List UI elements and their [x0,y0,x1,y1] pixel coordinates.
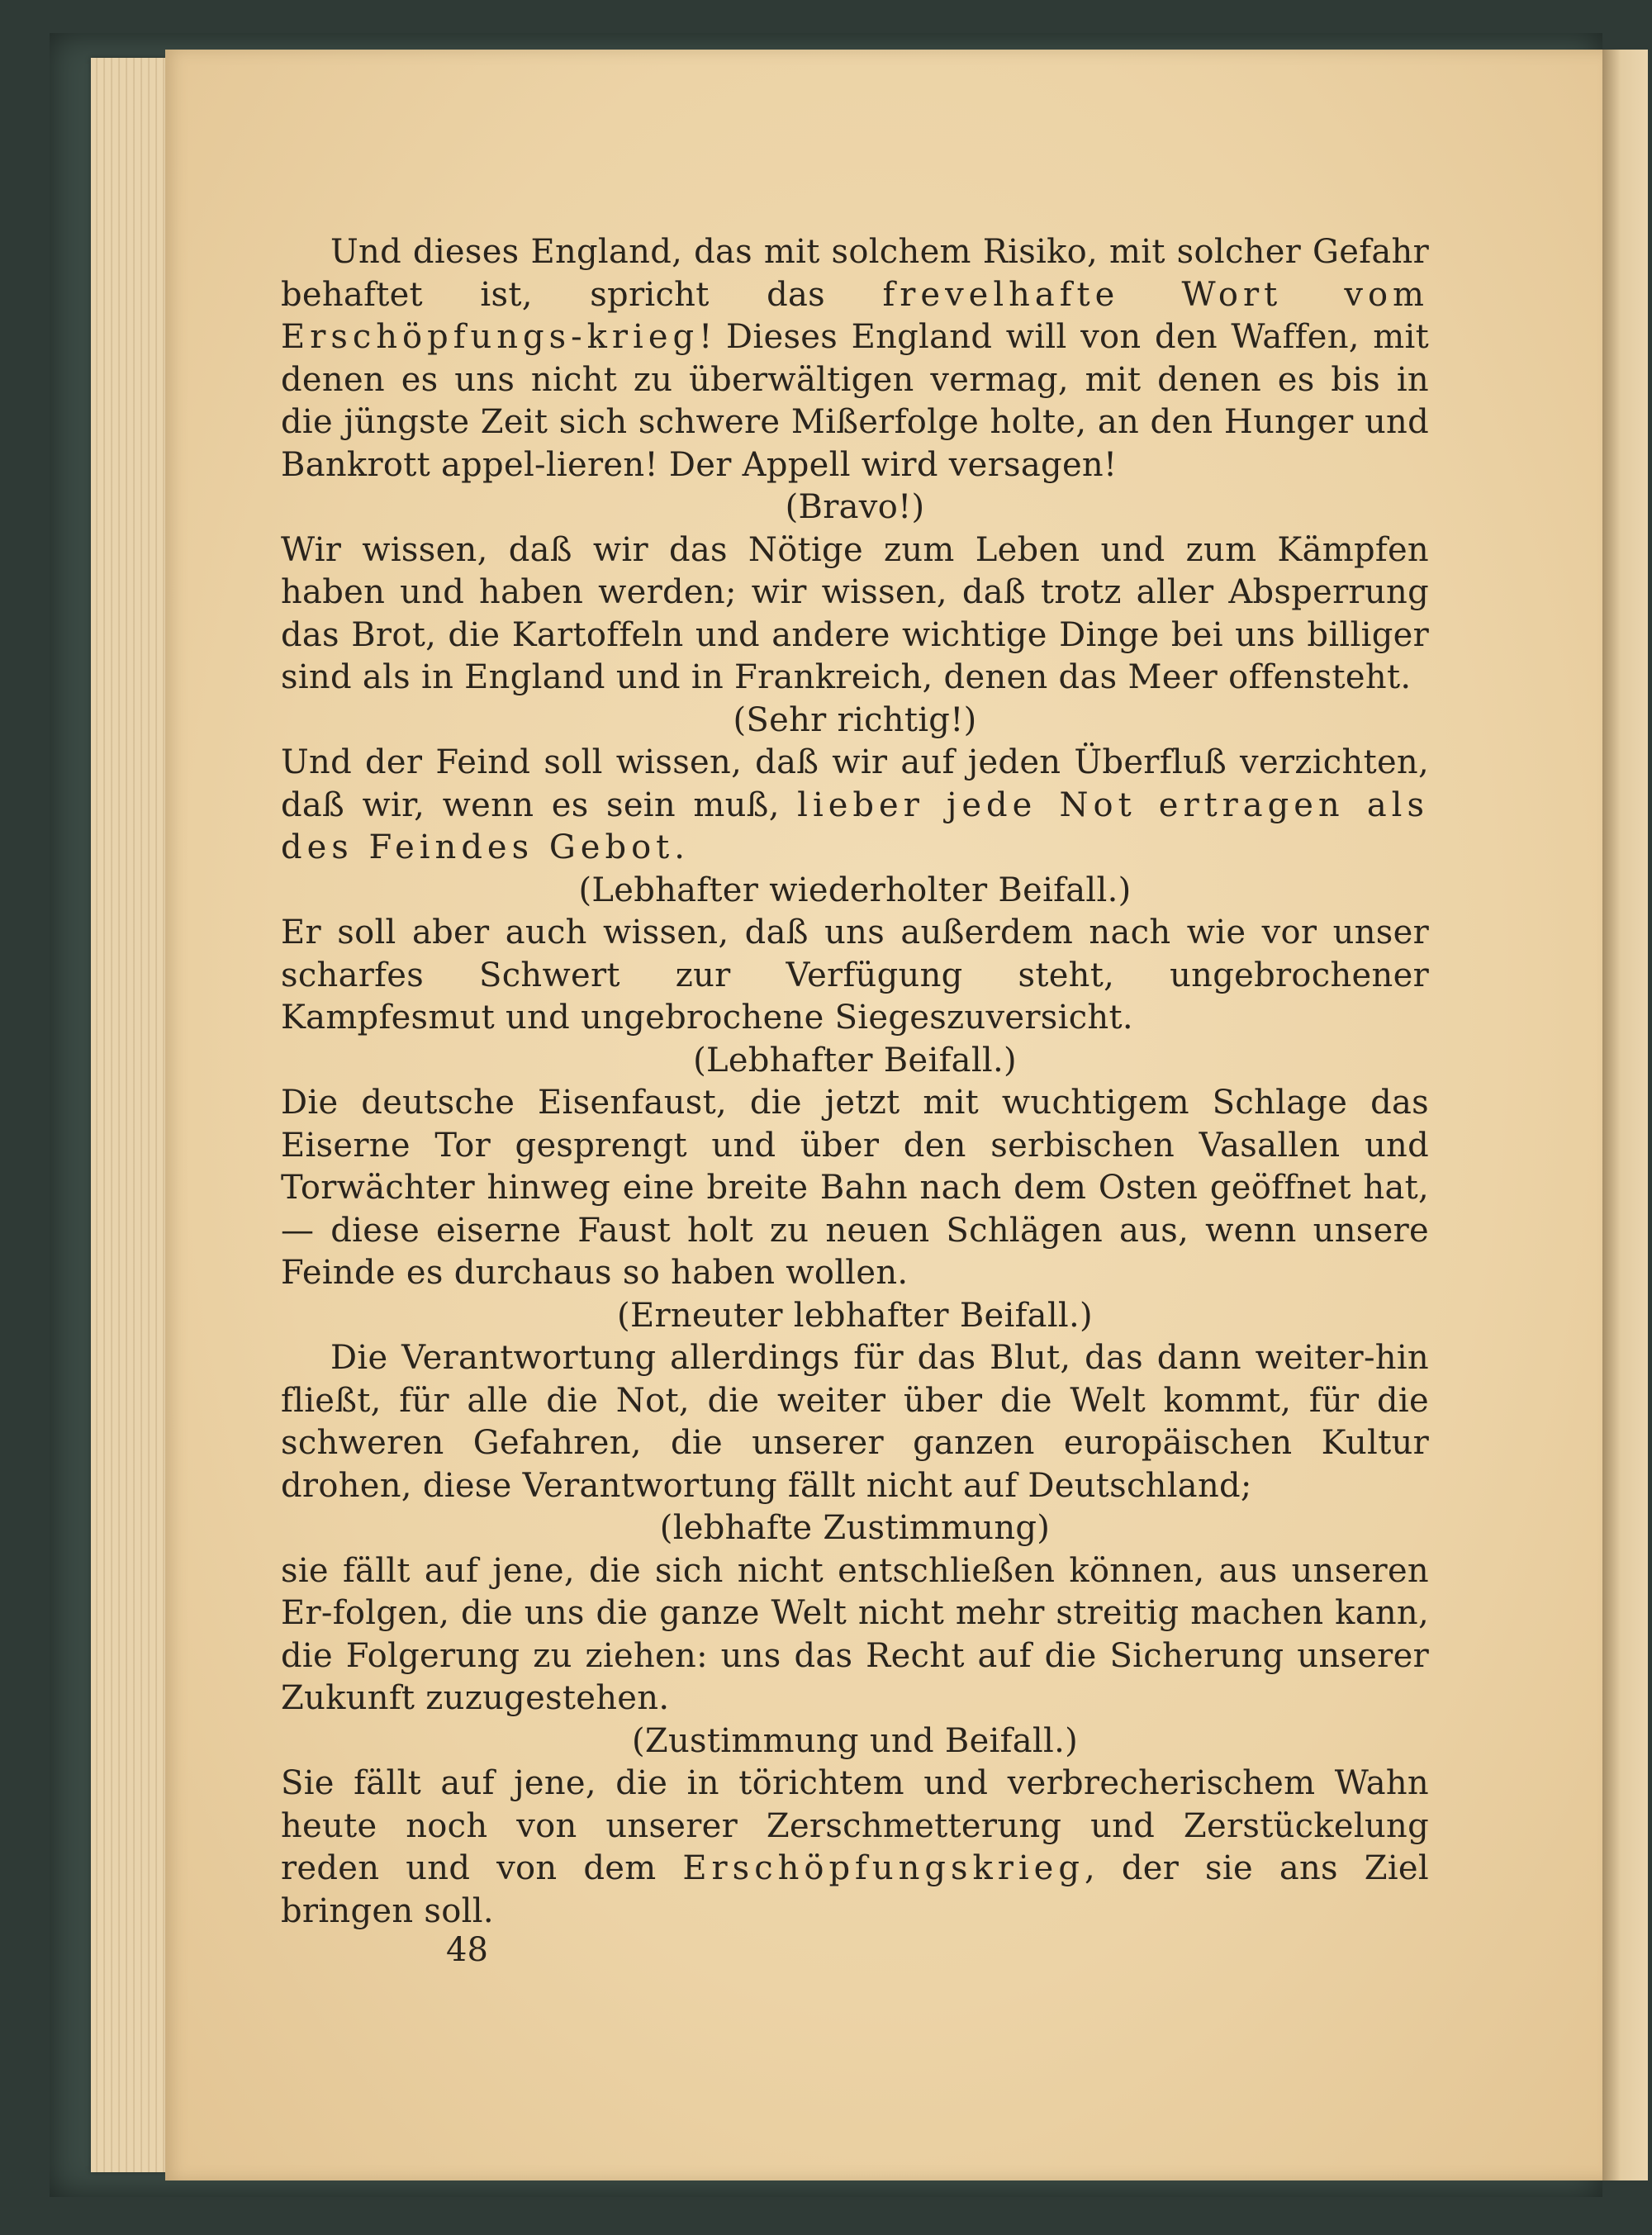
applause-note: (Erneuter lebhafter Beifall.) [617,1296,1093,1335]
applause-note: (Bravo!) [785,488,925,526]
text-segment: sie fällt auf jene, die sich nicht entschließen können, aus unseren Er-folgen, die uns die ganze Welt nicht mehr streitig machen kann, die Folgerung zu ziehen: uns das Recht auf die Sicherung unserer Zukunft zuzugestehen. [281,1551,1429,1717]
paragraph [281,1550,1429,1720]
paragraph [281,1763,1429,1933]
text-segment: ! Dieses England will von den Waffen, mit denen es uns nicht zu überwältigen vermag, mit denen es bis in die jüngste Zeit sich schwere Mißerfolge holte, an den Hunger und Bankrott appel-lieren! Der Appell wird versagen! [281,318,1429,484]
applause-note: (Zustimmung und Beifall.) [631,1721,1079,1760]
paragraph [281,1337,1429,1507]
paragraph [281,912,1429,1040]
paragraph [281,1082,1429,1295]
text-segment: Und der Feind soll wissen, daß wir auf jeden Überfluß verzichten, daß wir, wenn es sein muß, [281,743,1429,824]
page-text [281,231,1429,1933]
spaced-emphasis: frevelhafte Wort vom Erschöpfungs-krieg [281,275,1429,356]
text-segment: Er soll aber auch wissen, daß uns außerdem nach wie vor unser scharfes Schwert zur Verfügung steht, ungebrochener Kampfesmut und ungebrochene Siegeszuversicht. [281,913,1429,1037]
paragraph [281,742,1429,870]
paragraph [281,529,1429,700]
text-segment: Die deutsche Eisenfaust, die jetzt mit wuchtigem Schlage das Eiserne Tor gesprengt und über den serbischen Vasallen und Torwächter hinweg eine breite Bahn nach dem Osten geöffnet hat, — diese eiserne Faust holt zu neuen Schlägen aus, wenn unsere Feinde es durchaus so haben wollen. [281,1084,1429,1292]
applause-note: (Sehr richtig!) [733,700,977,739]
applause-note: (lebhafte Zustimmung) [659,1509,1051,1547]
text-segment: . [674,828,686,866]
spaced-emphasis: lieber jede Not ertragen als des Feindes Gebot [281,785,1429,866]
text-segment: Und dieses England, das mit solchem Risiko, mit solcher Gefahr behaftet ist, spricht das [281,233,1429,314]
text-segment: , der sie ans Ziel bringen soll. [281,1849,1429,1930]
text-segment: Sie fällt auf jene, die in törichtem und verbrecherischem Wahn heute noch von unserer Zerschmetterung und Zerstückelung reden und von dem [281,1764,1429,1887]
book-gutter [1602,50,1648,2180]
text-segment: Wir wissen, daß wir das Nötige zum Leben und zum Kämpfen haben und haben werden; wir wissen, daß trotz aller Absperrung das Brot, die Kartoffeln und andere wichtige Dinge bei uns billiger sind als in England und in Frankreich, denen das Meer offensteht. [281,530,1429,696]
spaced-emphasis: Erschöpfungskrieg [682,1849,1085,1887]
paragraph [281,231,1429,486]
text-segment: Die Verantwortung allerdings für das Blut, das dann weiter-hin fließt, für alle die Not, die weiter über die Welt kommt, für die schweren Gefahren, die unserer ganzen europäischen Kultur drohen, diese Verantwortung fällt nicht auf Deutschland; [281,1339,1429,1505]
applause-note: (Lebhafter wiederholter Beifall.) [578,871,1132,909]
applause-note: (Lebhafter Beifall.) [693,1041,1017,1080]
page-number: 48 [446,1931,488,1969]
